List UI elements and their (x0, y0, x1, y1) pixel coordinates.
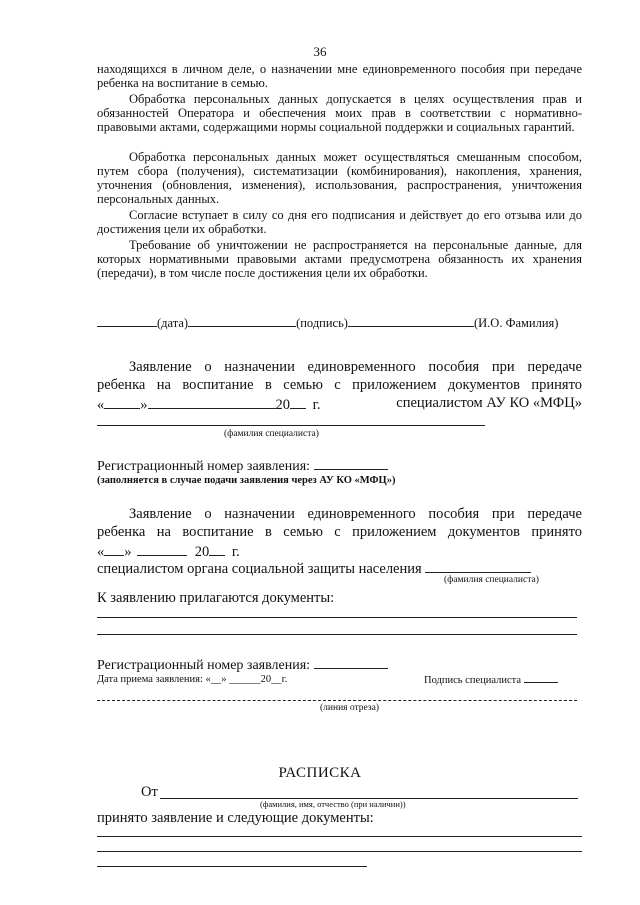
mfc-reg-number-label: Регистрационный номер заявления: (97, 459, 311, 474)
specialist-sign-label: Подпись специалиста (424, 675, 522, 686)
social-statement-line1: Заявление о назначении единовременного пособия при передаче (129, 506, 582, 522)
name-blank[interactable] (348, 314, 474, 327)
consent-paragraph-purpose: Обработка персональных данных допускается в целях осуществления прав и обязанностей Оператора и обеспечения моих прав в соответствии с нормативно-правовыми актами, содержащими нормы социальной поддержки и социальных гарантий. (97, 92, 582, 134)
mfc-reg-number-row (97, 456, 388, 475)
cut-line-caption: (линия отреза) (320, 703, 380, 713)
receipt-from-label: От (141, 784, 158, 800)
mfc-date-row (97, 394, 582, 414)
social-specialist-label: специалистом органа социальной защиты населения (97, 561, 422, 577)
signature-blank[interactable] (188, 314, 296, 327)
mfc-year-prefix: 20 (275, 397, 290, 413)
mfc-month-blank[interactable] (148, 394, 276, 409)
mfc-statement-line1: Заявление о назначении единовременного пособия при передаче (129, 359, 582, 375)
specialist-sign-blank[interactable] (524, 672, 558, 683)
social-month-blank[interactable] (137, 541, 187, 556)
date-blank[interactable] (97, 314, 157, 327)
receipt-docs-line-2[interactable] (97, 851, 582, 852)
mfc-day-blank[interactable] (104, 394, 140, 409)
attached-docs-line-2[interactable] (97, 634, 577, 635)
page-number: 36 (313, 44, 327, 59)
social-statement-line2: ребенка на воспитание в семью с приложением документов принято (97, 524, 582, 540)
social-date-close: » (124, 544, 132, 560)
receipt-docs-line-3[interactable] (97, 866, 367, 867)
mfc-year-blank[interactable] (290, 394, 306, 409)
social-reg-number-blank[interactable] (314, 655, 388, 669)
social-reg-number-row (97, 655, 388, 674)
date-caption: (дата) (157, 316, 189, 330)
social-specialist-caption: (фамилия специалиста) (444, 575, 539, 585)
specialist-sign-row (424, 672, 558, 687)
social-specialist-blank[interactable] (425, 558, 531, 573)
cut-line (97, 700, 577, 701)
consent-paragraph-method: Обработка персональных данных может осуществляться смешанным способом, путем сбора (получения), систематизации (комбинирования), накопления, хранения, уточнения (обновления, изменения), использования, распространения, уничтожения персональных данных. (97, 150, 582, 206)
signature-row (97, 314, 577, 330)
mfc-year-suffix: г. (312, 397, 321, 413)
attached-docs-line-1[interactable] (97, 617, 577, 618)
signature-caption: (подпись) (296, 316, 348, 330)
social-reg-number-label: Регистрационный номер заявления: (97, 658, 311, 673)
receipt-date-line: Дата приема заявления: «__» ______20__г. (97, 674, 288, 685)
social-year-suffix: г. (231, 544, 240, 560)
mfc-specialist-tail: специалистом АУ КО «МФЦ» (396, 395, 582, 411)
attached-docs-label: К заявлению прилагаются документы: (97, 590, 335, 606)
receipt-title: РАСПИСКА (278, 765, 362, 781)
social-year-blank[interactable] (209, 541, 225, 556)
mfc-reg-number-blank[interactable] (314, 456, 388, 470)
mfc-statement-line2: ребенка на воспитание в семью с приложением документов принято (97, 377, 582, 393)
mfc-specialist-name-line[interactable] (97, 425, 485, 426)
social-day-blank[interactable] (104, 541, 124, 556)
receipt-accepted-label: принято заявление и следующие документы: (97, 810, 374, 826)
social-year-prefix: 20 (194, 544, 210, 560)
consent-paragraph-destruction: Требование об уничтожении не распространяется на персональные данные, для которых нормативными правовыми актами предусмотрена обязанность их хранения (передачи), в том числе после достижения цели их обработки. (97, 238, 582, 280)
receipt-from-caption: (фамилия, имя, отчество (при наличии)) (260, 799, 406, 809)
consent-paragraph-continuation: находящихся в личном деле, о назначении мне единовременного пособия при передаче ребенка на воспитание в семью. (97, 62, 582, 90)
social-date-open: « (97, 544, 105, 560)
consent-paragraph-validity: Согласие вступает в силу со дня его подписания и действует до его отзыва или до достижения цели их обработки. (97, 208, 582, 236)
mfc-reg-note: (заполняется в случае подачи заявления через АУ КО «МФЦ») (97, 475, 396, 486)
mfc-date-open: « (97, 397, 105, 413)
mfc-specialist-caption: (фамилия специалиста) (224, 429, 319, 439)
receipt-docs-line-1[interactable] (97, 836, 582, 837)
name-caption: (И.О. Фамилия) (473, 316, 559, 330)
mfc-date-close: » (140, 397, 148, 413)
